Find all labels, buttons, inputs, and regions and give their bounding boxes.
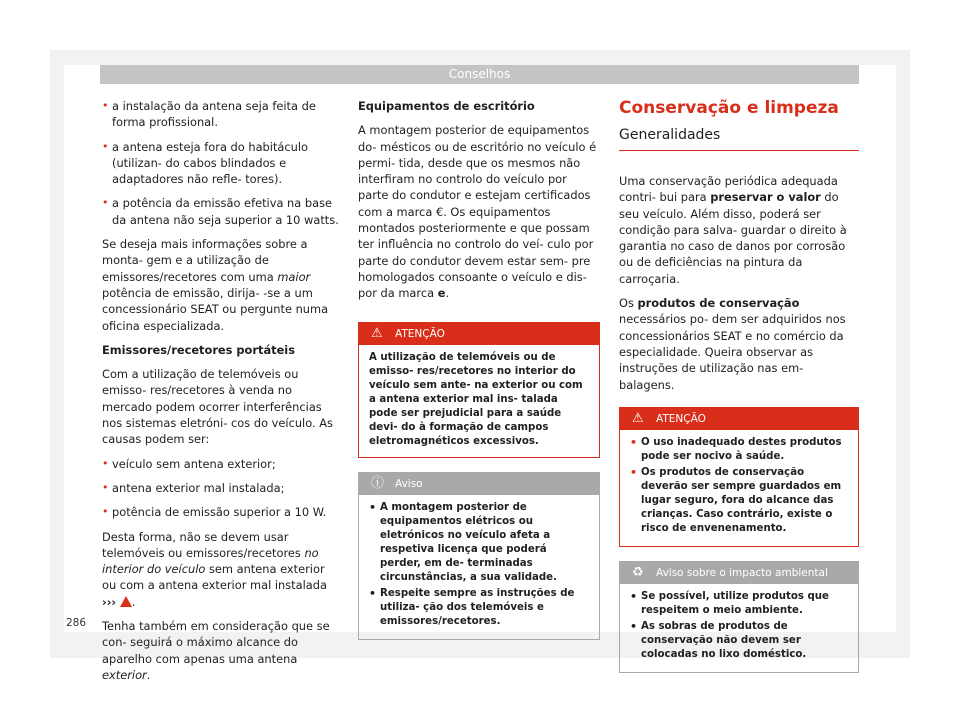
list-item: • antena exterior mal instalada; (102, 480, 342, 496)
environment-body (620, 584, 858, 672)
list-item: • veículo sem antena exterior; (102, 456, 342, 472)
paragraph: Os produtos de conservação necessários po- dem ser adquiridos nos concessionários SEAT e no comércio da especialidade. Queira observar as instruções de utilização nas em- balagens. (619, 296, 846, 392)
info-icon: ⓘ (371, 475, 385, 491)
recycle-icon: ♻ (632, 564, 644, 580)
warning-text: A utilização de telemóveis ou de emisso- res/recetores no interior do veículo sem ante- na exterior ou com a antena exterior mal ins- talada pode ser prejudicial para a saúde devi- do à formação de campos eletromagnéticos excessivos. (369, 351, 583, 447)
warning-body (620, 430, 858, 546)
cross-reference-link[interactable]: ››› (102, 594, 117, 609)
list-item: • a potência da emissão efetiva na base da antena não seja superior a 10 watts. (102, 195, 342, 228)
notice-header: ⓘ Aviso (359, 473, 599, 495)
paragraph: Uma conservação periódica adequada contri- bui para preservar o valor do seu veículo. Além disso, poderá ser condição para salva- guardar o direito à garantia no caso de danos por corrosão ou de deficiências na pintura da carroçaria. (619, 174, 847, 286)
paragraph: Com a utilização de telemóveis ou emisso- res/recetores à venda no mercado podem ocorrer interferências nos sistemas eletróni- cos do veículo. As causas podem ser: (102, 367, 333, 447)
warning-header: ⚠ ATENÇÃO (359, 323, 599, 345)
notice-box (358, 472, 600, 640)
column-2 (358, 98, 600, 654)
list-item: • Respeite sempre as instruções de utiliza- ção dos telemóveis e emissores/recetores. (369, 587, 589, 629)
notice-body (359, 495, 599, 639)
warning-triangle-icon (120, 596, 132, 607)
section-title: Conservação e limpeza (619, 98, 839, 118)
section-header: Conselhos (100, 65, 859, 84)
list-item: • a antena esteja fora do habitáculo (utilizan- do cabos blindados e adaptadores não refle- tores). (102, 139, 342, 188)
environment-box (619, 561, 859, 673)
environment-header: ♻ Aviso sobre o impacto ambiental (620, 562, 858, 584)
list-item: • a instalação da antena seja feita de forma profissional. (102, 98, 342, 131)
column-1 (102, 98, 342, 691)
paragraph: Se deseja mais informações sobre a monta- gem e a utilização de emissores/recetores com uma maior potência de emissão, dirija- -se a um concessionário SEAT ou pergunte numa oficina especializada. (102, 237, 329, 333)
warning-triangle-icon: ⚠ (371, 325, 383, 341)
paragraph: Tenha também em consideração que se con- seguirá o máximo alcance do aparelho com apenas uma antena exterior. (102, 619, 330, 682)
list-item: • potência de emissão superior a 10 W. (102, 504, 342, 520)
list-item: • A montagem posterior de equipamentos elétricos ou eletrónicos no veículo afeta a respetiva licença que poderá perder, em de- terminadas circunstâncias, a sua validade. (369, 501, 589, 585)
antenna-conditions-list (102, 98, 342, 228)
warning-header: ⚠ ATENÇÃO (620, 408, 858, 430)
column-3 (619, 98, 859, 687)
paragraph: A montagem posterior de equipamentos do- mésticos ou de escritório no veículo é permi- tida, desde que os mesmos não interfiram no controlo do veículo por parte do condutor e estejam certificados com a marca €. Os equipamentos montados posteriormente e que possam ter influência no controlo do veí- culo por parte do condutor devem estar sem- pre homologados consoante o veículo e dis- por da marca e. (358, 123, 597, 301)
list-item: • Se possível, utilize produtos que respeitem o meio ambiente. (630, 590, 848, 618)
list-item: • Os produtos de conservação deverão ser sempre guardados em lugar seguro, fora do alcance das crianças. Caso contrário, existe o risco de envenenamento. (630, 466, 848, 536)
warning-box (358, 322, 600, 458)
paragraph: Desta forma, não se devem usar telemóveis ou emissores/recetores no interior do veículo sem antena exterior ou com a antena exterior mal instalada ››› . (102, 529, 327, 609)
causes-list (102, 456, 342, 521)
subheading: Equipamentos de escritório (358, 99, 535, 113)
section-subtitle: Generalidades (619, 126, 859, 151)
page-number: 286 (66, 617, 87, 629)
subheading: Emissores/recetores portáteis (102, 342, 295, 357)
list-item: • O uso inadequado destes produtos pode ser nocivo à saúde. (630, 436, 848, 464)
warning-box (619, 407, 859, 547)
ce-mark-icon: € (435, 204, 444, 219)
list-item: • As sobras de produtos de conservação não devem ser colocadas no lixo doméstico. (630, 620, 848, 662)
warning-triangle-icon: ⚠ (632, 410, 644, 426)
